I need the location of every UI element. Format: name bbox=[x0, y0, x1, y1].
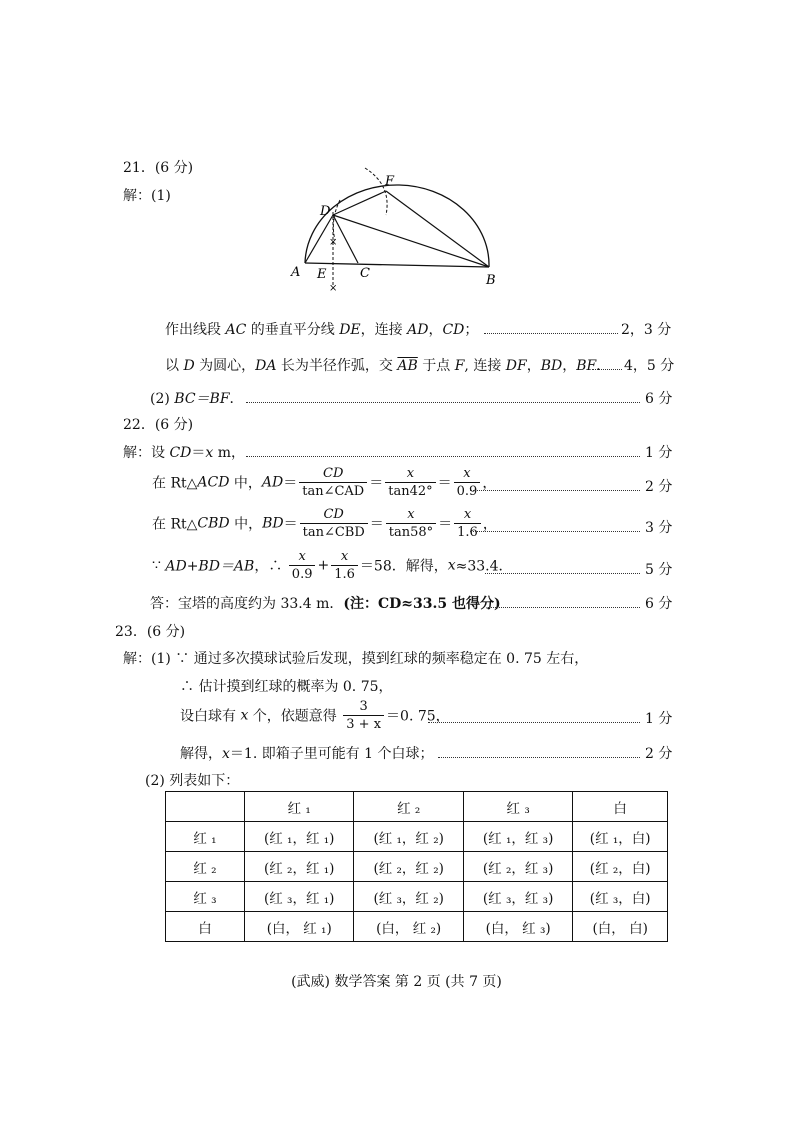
q21-score-3: 6 分 bbox=[645, 391, 673, 407]
label-c: C bbox=[360, 266, 370, 281]
table-row bbox=[166, 912, 668, 942]
table-header-cell: 红 ₃ bbox=[463, 792, 572, 822]
table-cell: 红 ₃ bbox=[166, 882, 245, 912]
table-cell: (白， 红 ₁) bbox=[245, 912, 354, 942]
q22-answer: 答：宝塔的高度约为 33.4 m．(注：CD≈33.5 也得分) bbox=[150, 596, 501, 612]
q23-header: 23．(6 分) bbox=[115, 624, 186, 640]
label-a: A bbox=[291, 265, 301, 280]
segment-fb bbox=[386, 191, 489, 267]
table-cell: (红 ₁，白) bbox=[573, 822, 668, 852]
table-cell: (红 ₃，白) bbox=[573, 882, 668, 912]
q22-header: 22．(6 分) bbox=[123, 417, 194, 433]
table-row bbox=[166, 822, 668, 852]
q23-part2: (2) 列表如下： bbox=[145, 773, 240, 789]
q22-score-1: 1 分 bbox=[645, 445, 673, 461]
table-cell: 红 ₁ bbox=[166, 822, 245, 852]
svg-text:×: × bbox=[329, 237, 338, 248]
page-footer: (武威) 数学答案 第 2 页 (共 7 页) bbox=[291, 974, 502, 990]
label-e: E bbox=[317, 267, 327, 282]
table-header-cell: 红 ₁ bbox=[245, 792, 354, 822]
table-cell: (白， 白) bbox=[573, 912, 668, 942]
q22-step3: 在 Rt△CBD 中，BD＝ $\frac{CD}{\text{tan∠CBD}}$ ＝ $\frac{x}{\tan 58^\circ}$ ＝ $\frac{x}{1.6}$ ， bbox=[152, 507, 497, 540]
table-cell: (红 ₁，红 ₃) bbox=[463, 822, 572, 852]
table-header-cell: 红 ₂ bbox=[354, 792, 463, 822]
table-cell: 白 bbox=[166, 912, 245, 942]
q23-step4: 解得，x＝1. 即箱子里可能有 1 个白球； bbox=[180, 746, 434, 762]
q22-score-3: 3 分 bbox=[645, 520, 673, 536]
q22-step4: ∵ AD+BD＝AB，∴ $\frac{x}{0.9}$ + $\frac{x}{1.6}$ ＝58．解得，x≈33.4． bbox=[152, 549, 513, 582]
q23-score-1: 1 分 bbox=[645, 711, 673, 727]
table-cell: 红 ₂ bbox=[166, 852, 245, 882]
table-row bbox=[166, 852, 668, 882]
outcome-table bbox=[165, 791, 668, 942]
q23-step1: 解：(1) ∵ 通过多次摸球试验后发现，摸到红球的频率稳定在 0. 75 左右， bbox=[123, 651, 589, 667]
table-cell: (红 ₂，白) bbox=[573, 852, 668, 882]
table-row bbox=[166, 882, 668, 912]
label-b: B bbox=[486, 273, 496, 288]
q22-score-2: 2 分 bbox=[645, 479, 673, 495]
label-d: D bbox=[320, 204, 331, 219]
q21-score-1: 2，3 分 bbox=[621, 322, 672, 338]
table-cell: (红 ₂，红 ₁) bbox=[245, 852, 354, 882]
q23-step2: ∴ 估计摸到红球的概率为 0. 75， bbox=[180, 679, 393, 695]
q21-step2: 以 D 为圆心，DA 长为半径作弧，交 $\overline{AB}$ 于点 F, 连接 DF，BD，BF． bbox=[165, 358, 611, 374]
geometry-figure bbox=[280, 160, 510, 295]
table-cell: (红 ₂，红 ₃) bbox=[463, 852, 572, 882]
table-header-row bbox=[166, 792, 668, 822]
label-f: F bbox=[385, 174, 395, 189]
table-cell: (红 ₂，红 ₂) bbox=[354, 852, 463, 882]
q22-score-5: 6 分 bbox=[645, 596, 673, 612]
q22-score-4: 5 分 bbox=[645, 562, 673, 578]
table-cell: (红 ₁，红 ₂) bbox=[354, 822, 463, 852]
q23-score-2: 2 分 bbox=[645, 746, 673, 762]
svg-text:×: × bbox=[329, 283, 338, 294]
table-cell: (红 ₁，红 ₁) bbox=[245, 822, 354, 852]
q22-step2: 在 Rt△ACD 中，AD＝ $\frac{CD}{\text{tan∠CAD}}$ ＝ $\frac{x}{\tan 42^\circ}$ ＝ $\frac{x}{0.9}$ ， bbox=[152, 466, 497, 499]
q21-header: 21．(6 分) bbox=[123, 160, 194, 176]
table-cell: (白， 红 ₃) bbox=[463, 912, 572, 942]
q21-solution-label: 解：(1) bbox=[123, 188, 171, 204]
q23-step3: 设白球有 x 个，依题意得 $\frac{3}{3 + x}$ ＝0. 75， bbox=[180, 699, 450, 732]
segment-df bbox=[333, 191, 386, 215]
table-cell: (红 ₃，红 ₁) bbox=[245, 882, 354, 912]
q21-step1: 作出线段 AC 的垂直平分线 DE，连接 AD，CD； bbox=[165, 322, 479, 338]
table-header-cell: 白 bbox=[573, 792, 668, 822]
q21-score-2: 4，5 分 bbox=[624, 358, 675, 374]
table-cell: (红 ₃，红 ₂) bbox=[354, 882, 463, 912]
q22-step1: 解：设 CD＝x m， bbox=[123, 445, 246, 461]
table-header-cell bbox=[166, 792, 245, 822]
table-cell: (白， 红 ₂) bbox=[354, 912, 463, 942]
q21-part2: (2) BC＝BF． bbox=[150, 391, 244, 407]
table-cell: (红 ₃，红 ₃) bbox=[463, 882, 572, 912]
